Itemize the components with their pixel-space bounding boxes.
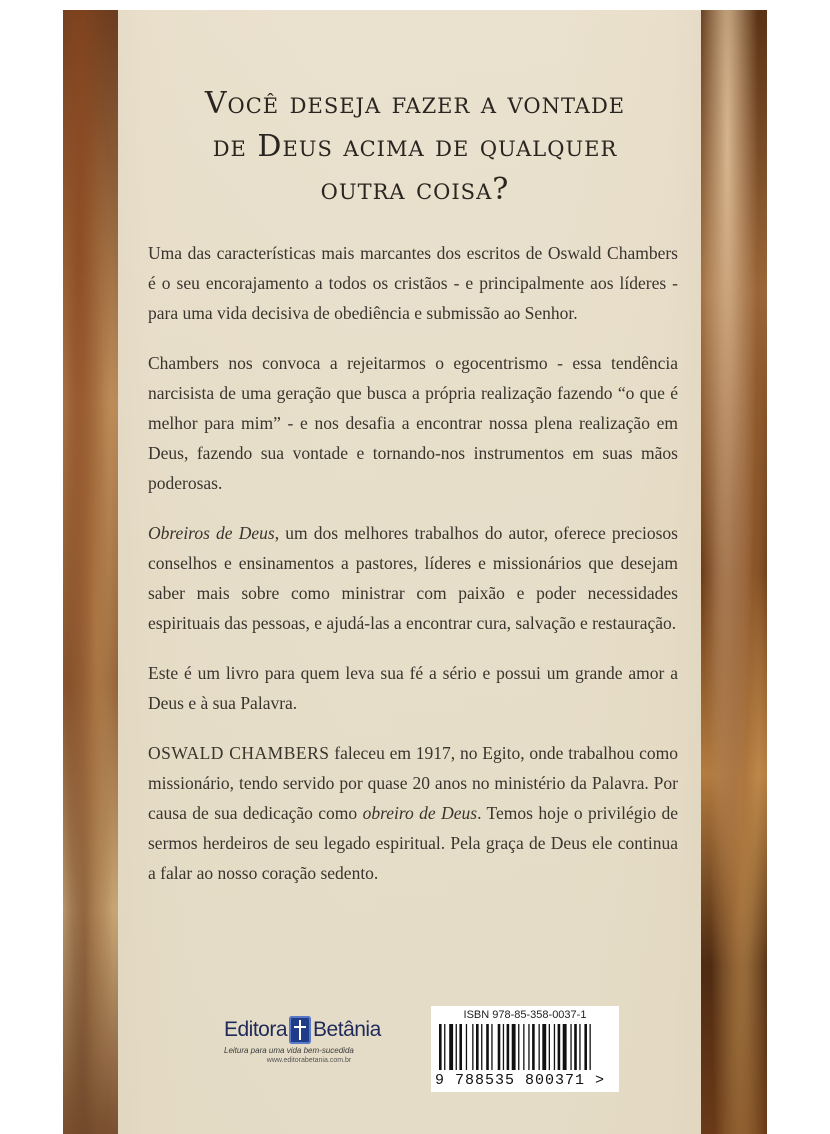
publisher-name-left: Editora — [224, 1018, 288, 1041]
barcode-bar — [570, 1024, 571, 1070]
barcode-bar — [444, 1024, 445, 1070]
barcode-bar — [503, 1024, 504, 1070]
barcode-digits: 9 788535 800371 > — [435, 1072, 606, 1089]
paragraph-1: Uma das características mais marcantes dos escritos de Oswald Chambers é o seu encorajamento a todos os cristãos - e principalmente aos líderes - para uma vida decisiva de obediência e submissão ao Senhor. — [148, 243, 678, 323]
publisher-url: www.editorabetania.com.br — [266, 1057, 352, 1064]
barcode-bar — [590, 1024, 591, 1070]
paragraph-4: Este é um livro para quem leva sua fé a sério e possui um grande amor a Deus e à sua Palavra. — [148, 663, 678, 713]
barcode-bar — [486, 1024, 489, 1070]
author-bio-italic: obreiro de Deus — [362, 803, 478, 823]
barcode-bar — [542, 1024, 546, 1070]
barcode-bar — [518, 1024, 519, 1070]
barcode-bar — [498, 1024, 501, 1070]
barcode-bar — [491, 1024, 492, 1070]
barcode-bar — [456, 1024, 457, 1070]
barcode-bar — [439, 1024, 442, 1070]
barcode-bar — [574, 1024, 577, 1070]
barcode-bar — [528, 1024, 529, 1070]
barcode-bar — [532, 1024, 535, 1070]
author-bio-text-a: faleceu em 1917, no Egito, onde trabalhou como missionário, tendo servido por quase 20 anos no ministério da Palavra. Por causa de sua dedicação como — [148, 743, 678, 823]
author-name: OSWALD CHAMBERS — [148, 743, 330, 763]
book-title: Obreiros de Deus — [148, 523, 275, 543]
paragraph-2: Chambers nos convoca a rejeitarmos o egocentrismo - essa tendência narcisista de uma geração que busca a própria realização fazendo “o que é melhor para mim” - e nos desafia a encontrar nossa plena realização em Deus, fazendo sua vontade e tornando-nos instrumentos em suas mãos poderosas. — [148, 353, 678, 493]
barcode-bars — [439, 1024, 611, 1070]
barcode — [431, 1006, 619, 1092]
paragraph-3-text: , um dos melhores trabalhos do autor, oferece preciosos conselhos e ensinamentos a pastores, líderes e missionários que desejam saber mais sobre como ministrar com paixão e poder necessidades espirituais das pessoas, e ajudá-las a encontrar cura, salvação e restauração. — [148, 523, 678, 633]
barcode-bar — [449, 1024, 453, 1070]
barcode-bar — [563, 1024, 567, 1070]
barcode-bar — [549, 1024, 550, 1070]
barcode-bar — [472, 1024, 473, 1070]
publisher-logo — [224, 1016, 394, 1076]
barcode-bar — [476, 1024, 479, 1070]
barcode-bar — [554, 1024, 555, 1070]
barcode-bar — [558, 1024, 561, 1070]
headline-line-2: de Deus acima de qualquer — [212, 129, 618, 164]
publisher-name-right: Betânia — [313, 1018, 381, 1041]
paragraph-3 — [148, 518, 678, 638]
barcode-bar — [584, 1024, 587, 1070]
author-bio-text-b: . Temos hoje o privilégio de sermos herdeiros de seu legado espiritual. Pela graça de Deus ele continua a falar ao nosso coração sedento. — [148, 803, 678, 883]
publisher-tagline: Leitura para uma vida bem-sucedida — [224, 1046, 354, 1055]
barcode-bar — [466, 1024, 467, 1070]
bible-icon — [289, 1016, 311, 1044]
barcode-bar — [579, 1024, 580, 1070]
barcode-bar — [512, 1024, 516, 1070]
author-bio — [148, 738, 678, 888]
headline-line-1: Você deseja fazer a vontade — [204, 86, 626, 121]
headline-line-3: outra coisa? — [320, 172, 510, 207]
barcode-bar — [459, 1024, 462, 1070]
barcode-bar — [481, 1024, 482, 1070]
barcode-bar — [523, 1024, 524, 1070]
barcode-bar — [539, 1024, 540, 1070]
headline — [100, 82, 730, 211]
blurb — [148, 238, 678, 908]
isbn-label: ISBN 978-85-358-0037-1 — [463, 1009, 587, 1021]
barcode-bar — [507, 1024, 510, 1070]
